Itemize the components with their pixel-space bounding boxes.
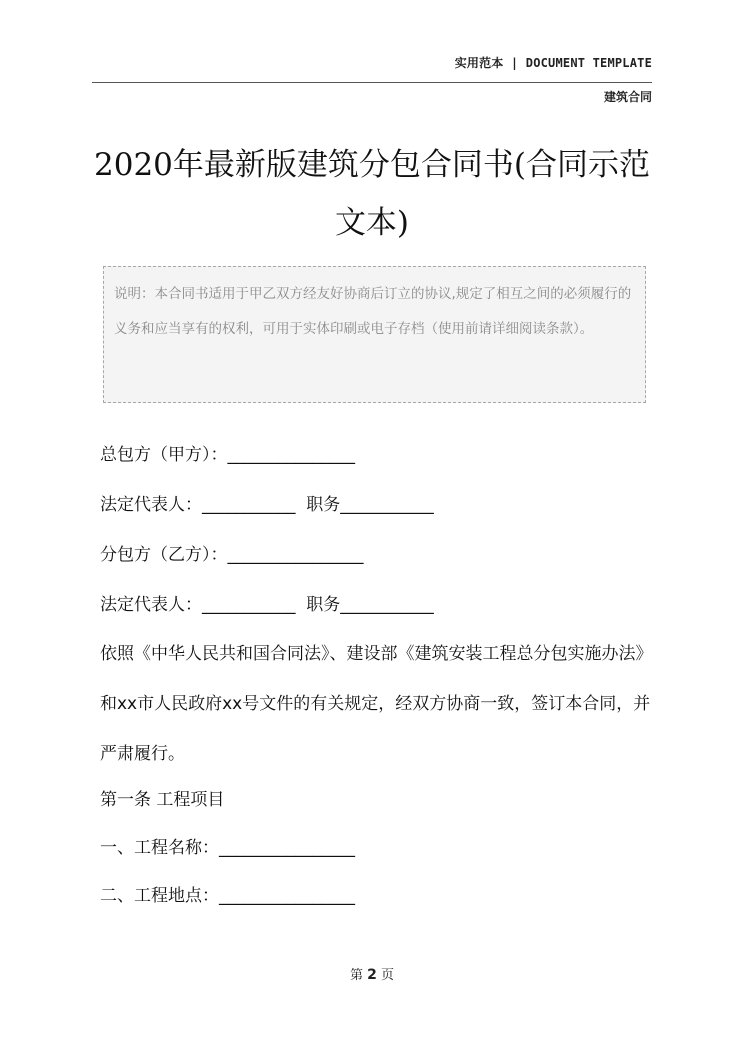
field-project-name: 一、工程名称：________________ xyxy=(100,838,355,858)
description-note: 说明：本合同书适用于甲乙双方经友好协商后订立的协议,规定了相互之间的必须履行的义务和应当享有的权利，可用于实体印刷或电子存档（使用前请详细阅读条款）。 xyxy=(103,266,646,403)
page-number xyxy=(0,964,744,983)
document-title: 2020年最新版建筑分包合同书(合同示范文本) xyxy=(94,147,650,241)
page-number-value: 2 xyxy=(367,967,377,983)
field-legal-rep-2: 法定代表人：___________ 职务___________ xyxy=(100,595,434,615)
article-1-heading: 第一条 工程项目 xyxy=(100,790,225,810)
header-document-template: 实用范本 | DOCUMENT TEMPLATE xyxy=(454,56,652,70)
field-project-location: 二、工程地点：________________ xyxy=(100,886,355,906)
page-prefix: 第 xyxy=(349,968,363,983)
header-divider xyxy=(92,82,652,83)
header-category: 建筑合同 xyxy=(603,90,652,104)
field-subcontractor: 分包方（乙方）：________________ xyxy=(100,545,364,565)
field-legal-rep-1: 法定代表人：___________ 职务___________ xyxy=(100,495,434,515)
page-suffix: 页 xyxy=(381,968,395,983)
preamble-paragraph: 依照《中华人民共和国合同法》、建设部《建筑安装工程总分包实施办法》和xx市人民政府xx号文件的有关规定，经双方协商一致，签订本合同，并严肃履行。 xyxy=(100,644,653,764)
field-contractor: 总包方（甲方）：_______________ xyxy=(100,445,355,465)
